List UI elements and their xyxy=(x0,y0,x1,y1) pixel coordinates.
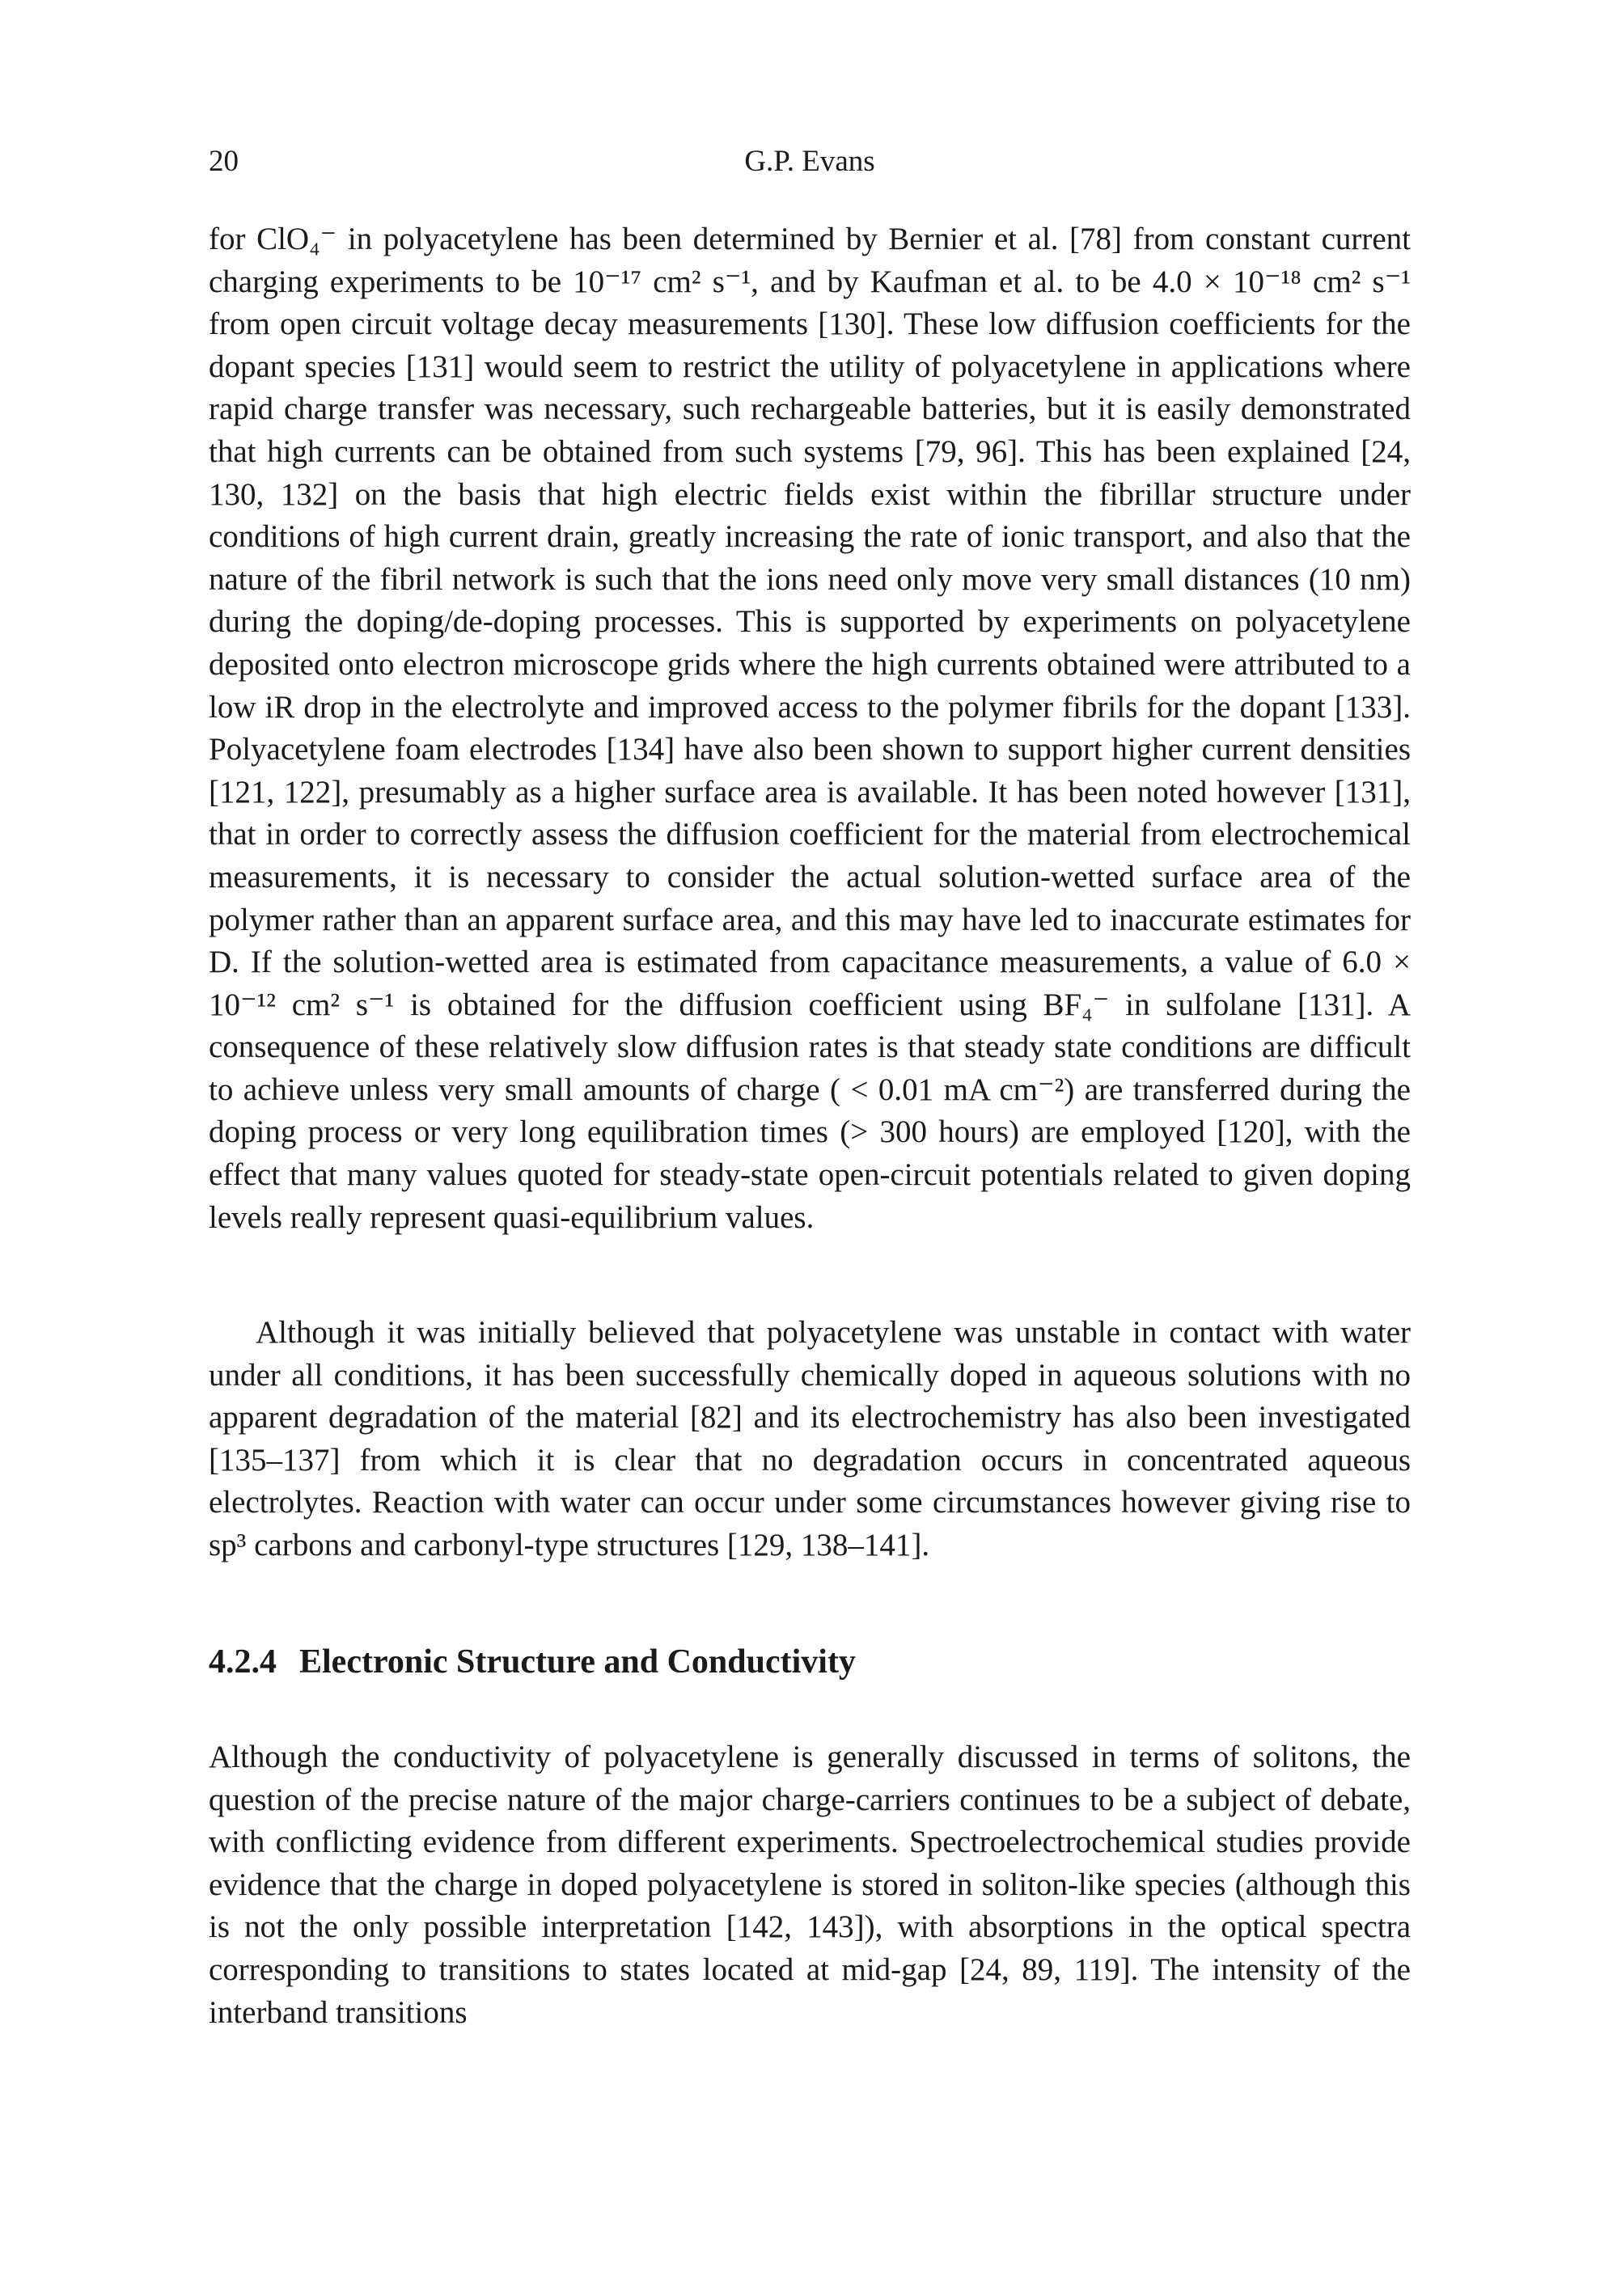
paragraph-text: for ClO₄⁻ in polyacetylene has been determined by Bernier et al. [78] from constant current charging experiments to be 10⁻¹⁷ cm² s⁻¹, and by Kaufman et al. to be 4.0 × 10⁻¹⁸ cm² s⁻¹ from open circuit voltage decay measurements [130]. These low diffusion coefficients for the dopant species [131] would seem to restrict the utility of polyacetylene in applications where rapid charge transfer was necessary, such rechargeable batteries, but it is easily demonstrated that high currents can be obtained from such systems [79, 96]. This has been explained [24, 130, 132] on the basis that high electric fields exist within the fibrillar structure under conditions of high current drain, greatly increasing the rate of ionic transport, and also that the nature of the fibril network is such that the ions need only move very small distances (10 nm) during the doping/de-doping processes. This is supported by experiments on polyacetylene deposited onto electron microscope grids where the high currents obtained were attributed to a low iR drop in the electrolyte and improved access to the polymer fibrils for the dopant [133]. Polyacetylene foam electrodes [134] have also been shown to support higher current densities [121, 122], presumably as a higher surface area is available. It has been noted however [131], that in order to correctly assess the diffusion coefficient for the material from electrochemical measurements, it is necessary to consider the actual solution-wetted surface area of the polymer rather than an apparent surface area, and this may have led to inaccurate estimates for D. If the solution-wetted area is estimated from capacitance measurements, a value of 6.0 × 10⁻¹² cm² s⁻¹ is obtained for the diffusion coefficient using BF₄⁻ in sulfolane [131]. A consequence of these relatively slow diffusion rates is that steady state conditions are difficult to achieve unless very small amounts of charge ( < 0.01 mA cm⁻²) are transferred during the doping process or very long equilibration times (> 300 hours) are employed [120], with the effect that many values quoted for steady-state open-circuit potentials related to given doping levels really represent quasi-equilibrium values. xyxy=(209,222,1411,1235)
page-number: 20 xyxy=(209,145,239,178)
section-number: 4.2.4 xyxy=(209,1643,277,1681)
section-heading xyxy=(209,1638,1411,1686)
page-header xyxy=(209,144,1411,192)
body-paragraph-3 xyxy=(209,1736,1411,2034)
paragraph-text: Although it was initially believed that polyacetylene was unstable in contact with water under all conditions, it has been successfully chemically doped in aqueous solutions with no apparent degradation of the material [82] and its electrochemistry has also been investigated [135–137] from which it is clear that no degradation occurs in concentrated aqueous electrolytes. Reaction with water can occur under some circumstances however giving rise to sp³ carbons and carbonyl-type structures [129, 138–141]. xyxy=(209,1315,1411,1562)
body-paragraph-2 xyxy=(209,1312,1411,1567)
paragraph-text: Although the conductivity of polyacetylene is generally discussed in terms of solitons, the question of the precise nature of the major charge-carriers continues to be a subject of debate, with conflicting evidence from different experiments. Spectroelectrochemical studies provide evidence that the charge in doped polyacetylene is stored in soliton-like species (although this is not the only possible interpretation [142, 143]), with absorptions in the optical spectra corresponding to transitions to states located at mid-gap [24, 89, 119]. The intensity of the interband transitions xyxy=(209,1740,1411,2030)
section-title: Electronic Structure and Conductivity xyxy=(299,1643,856,1681)
body-paragraph-1 xyxy=(209,218,1411,1239)
running-head: G.P. Evans xyxy=(744,145,875,178)
